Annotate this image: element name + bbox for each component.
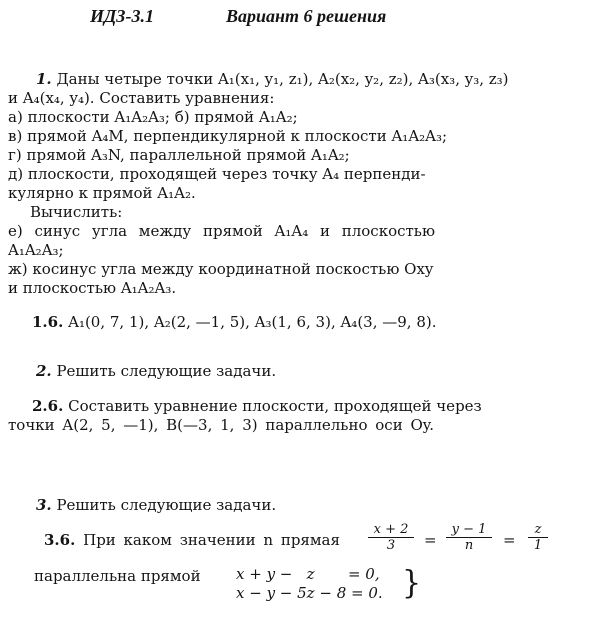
fraction-y-denominator: n: [464, 538, 474, 553]
task1-line2: и A₄(x₄, y₄). Составить уравнения:: [8, 89, 275, 107]
task1-item-d: д) плоскости, проходящей через точку A₄ перпенди-: [8, 165, 426, 183]
task1-compute-label: Вычислить:: [30, 203, 123, 221]
task3-parallel-text: параллельна прямой: [34, 567, 201, 585]
fraction-z: [528, 522, 548, 553]
fraction-x-denominator: 3: [386, 538, 396, 553]
task2-variant-line1: [32, 397, 482, 416]
task3-heading: [36, 496, 276, 515]
variant-label: Вариант 6 решения: [226, 6, 387, 26]
task1-item-v: в) прямой A₄M, перпендикулярной к плоскости A₁A₂A₃;: [8, 127, 448, 145]
task2-variant-text1: Составить уравнение плоскости, проходящей через: [68, 397, 482, 415]
task2-variant-line2: точки A(2, 5, —1), B(—3, 1, 3) параллельно оси Oy.: [8, 416, 435, 434]
task3-variant-number: 3.6.: [44, 531, 76, 549]
task1-item-g: г) прямой A₃N, параллельной прямой A₁A₂;: [8, 146, 350, 164]
task1-line1: [36, 70, 509, 89]
task1-item-e-cont: A₁A₂A₃;: [8, 241, 64, 259]
fraction-y-numerator: y − 1: [446, 522, 492, 538]
task1-item-e: е) синус угла между прямой A₁A₄ и плоскостью: [8, 222, 436, 240]
fraction-x-numerator: x + 2: [368, 522, 414, 538]
fraction-y: [446, 522, 492, 553]
task3-number: 3.: [36, 496, 52, 514]
task2-heading: [36, 362, 276, 381]
fraction-z-numerator: z: [528, 522, 548, 538]
task1-text-line1: Даны четыре точки A₁(x₁, y₁, z₁), A₂(x₂, y₂, z₂), A₃(x₃, y₃, z₃): [56, 70, 509, 88]
task2-text: Решить следующие задачи.: [56, 362, 277, 380]
task1-item-zh: ж) косинус угла между координатной поскостью Oxy: [8, 260, 434, 278]
fraction-x: [368, 522, 414, 553]
equals-sign-1: =: [424, 531, 437, 549]
task1-item-d-cont: кулярно к прямой A₁A₂.: [8, 184, 196, 202]
task1-variant: [32, 313, 437, 332]
task3-variant-line1: [44, 531, 340, 550]
system-brace-icon: }: [402, 565, 422, 602]
system-equation-2: x − y − 5z − 8 = 0.: [236, 584, 383, 602]
task1-item-a-b: а) плоскости A₁A₂A₃; б) прямой A₁A₂;: [8, 108, 298, 126]
fraction-z-denominator: 1: [533, 538, 543, 553]
doc-title: ИДЗ-3.1: [90, 6, 154, 26]
task3-variant-text: При каком значении n прямая: [83, 531, 340, 549]
task3-text: Решить следующие задачи.: [56, 496, 277, 514]
system-equation-1: x + y − z = 0,: [236, 565, 380, 583]
task1-number: 1.: [36, 70, 52, 88]
equals-sign-2: =: [503, 531, 516, 549]
task2-number: 2.: [36, 362, 52, 380]
task1-variant-points: A₁(0, 7, 1), A₂(2, —1, 5), A₃(1, 6, 3), A₄(3, —9, 8).: [68, 313, 437, 331]
task1-item-zh-cont: и плоскостью A₁A₂A₃.: [8, 279, 177, 297]
task1-variant-number: 1.6.: [32, 313, 64, 331]
task2-variant-number: 2.6.: [32, 397, 64, 415]
